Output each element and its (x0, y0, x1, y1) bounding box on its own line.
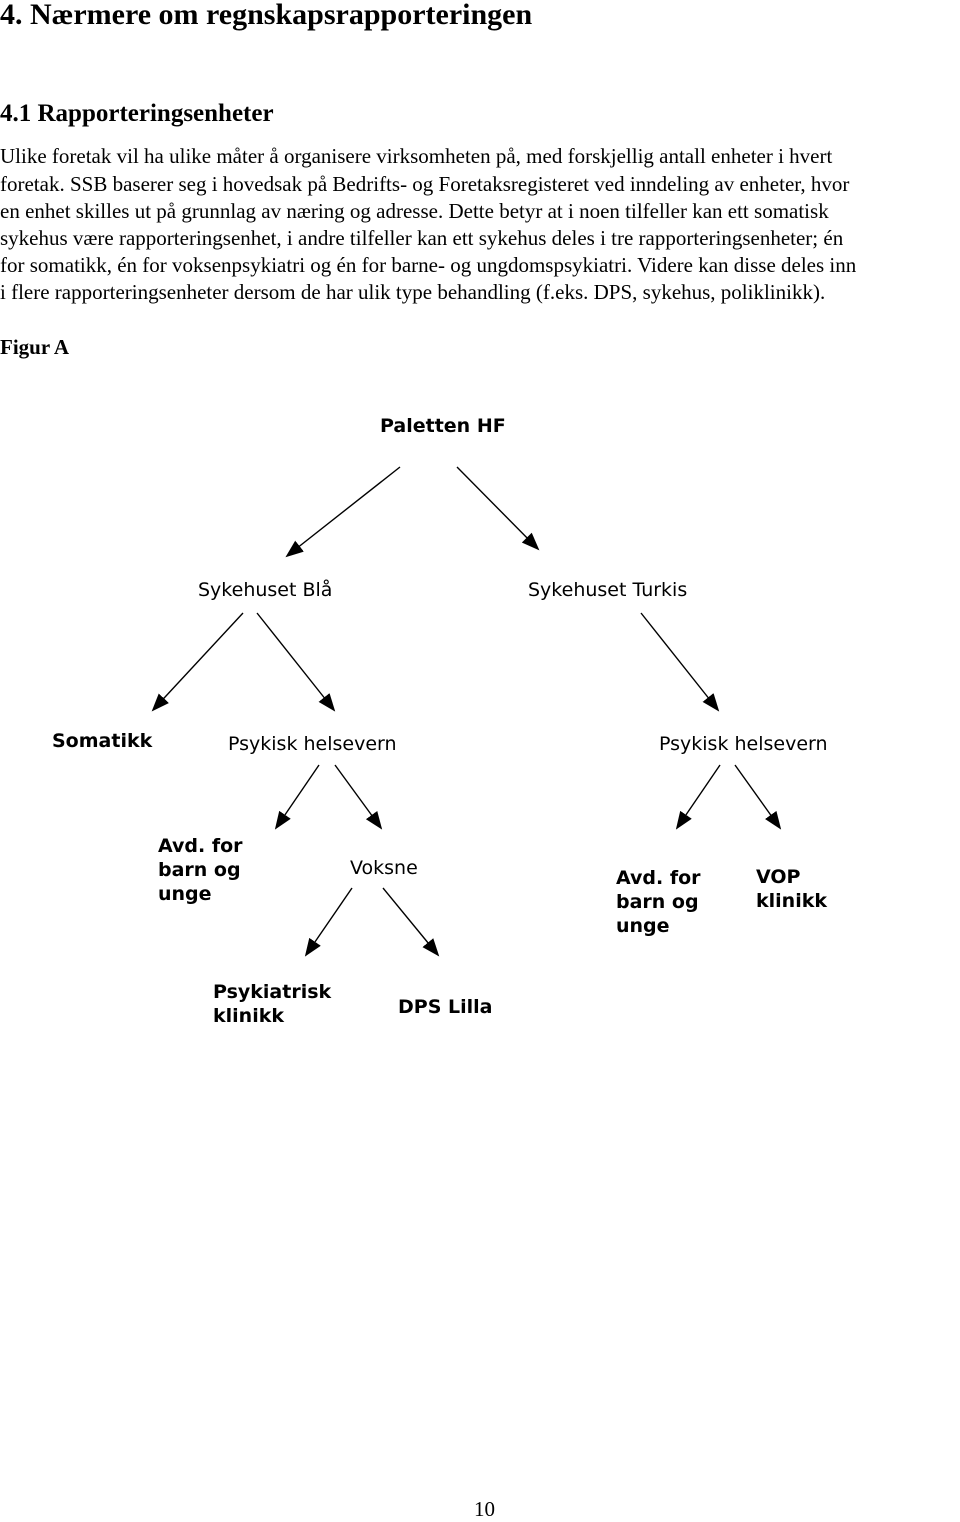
node-text-line: klinikk (213, 1005, 284, 1027)
node-hospital-blue: Sykehuset Blå (198, 579, 333, 601)
node-text-line: Psykiatrisk (213, 981, 332, 1003)
node-children-turquoise (616, 866, 701, 938)
edge-psych-to-voksne (335, 765, 381, 828)
edge-turkis-to-psych (641, 613, 718, 710)
paragraph-line: sykehus være rapporteringsenhet, i andre tilfeller kan ett sykehus deles i tre rapporteringsenheter; én (0, 226, 844, 250)
node-text-line: barn og (616, 891, 699, 913)
paragraph-line: Ulike foretak vil ha ulike måter å organisere virksomheten på, med forskjellig antall enheter i hvert (0, 144, 833, 168)
edge-psych2-to-children (677, 765, 720, 828)
node-text-line: klinikk (756, 890, 827, 912)
node-children-blue (158, 834, 243, 906)
node-vop (756, 865, 827, 913)
node-psych-blue: Psykisk helsevern (228, 733, 397, 755)
node-text-line: barn og (158, 859, 241, 881)
node-text-line: Avd. for (616, 867, 701, 889)
paragraph-line: en enhet skilles ut på grunnlag av næring og adresse. Dette betyr at i noen tilfeller kan ett somatisk (0, 199, 829, 223)
node-text-line: unge (616, 915, 670, 937)
node-hospital-turquoise: Sykehuset Turkis (528, 579, 688, 601)
edge-root-to-blue (287, 467, 400, 556)
edge-blue-to-psych (257, 613, 334, 710)
edge-root-to-turkis (457, 467, 538, 549)
node-text-line: Avd. for (158, 835, 243, 857)
node-psych-clinic (213, 980, 331, 1028)
page-number: 10 (474, 1497, 495, 1521)
node-text-line: VOP (756, 866, 801, 888)
paragraph-line: i flere rapporteringsenheter dersom de har ulik type behandling (f.eks. DPS, sykehus, poliklinikk). (0, 280, 826, 304)
node-somatics: Somatikk (52, 730, 153, 752)
node-dps: DPS Lilla (398, 996, 493, 1018)
section-heading: 4. Nærmere om regnskapsrapporteringen (0, 0, 533, 31)
node-adults: Voksne (350, 857, 418, 879)
paragraph-line: foretak. SSB baserer seg i hovedsak på Bedrifts- og Foretaksregisteret ved inndeling av enheter, hvor (0, 172, 850, 196)
node-root: Paletten HF (380, 415, 506, 437)
edge-blue-to-somatikk (153, 613, 243, 710)
figure-label: Figur A (0, 335, 70, 359)
edge-psych2-to-vop (735, 765, 780, 828)
paragraph-line: for somatikk, én for voksenpsykiatri og én for barne- og ungdomspsykiatri. Videre kan disse deles inn (0, 253, 857, 277)
node-text-line: unge (158, 883, 212, 905)
subsection-heading: 4.1 Rapporteringsenheter (0, 100, 274, 127)
node-psych-turquoise: Psykisk helsevern (659, 733, 828, 755)
edge-voksne-to-clinic (306, 888, 352, 955)
edge-voksne-to-dps (383, 888, 438, 955)
edge-psych-to-children (276, 765, 319, 828)
